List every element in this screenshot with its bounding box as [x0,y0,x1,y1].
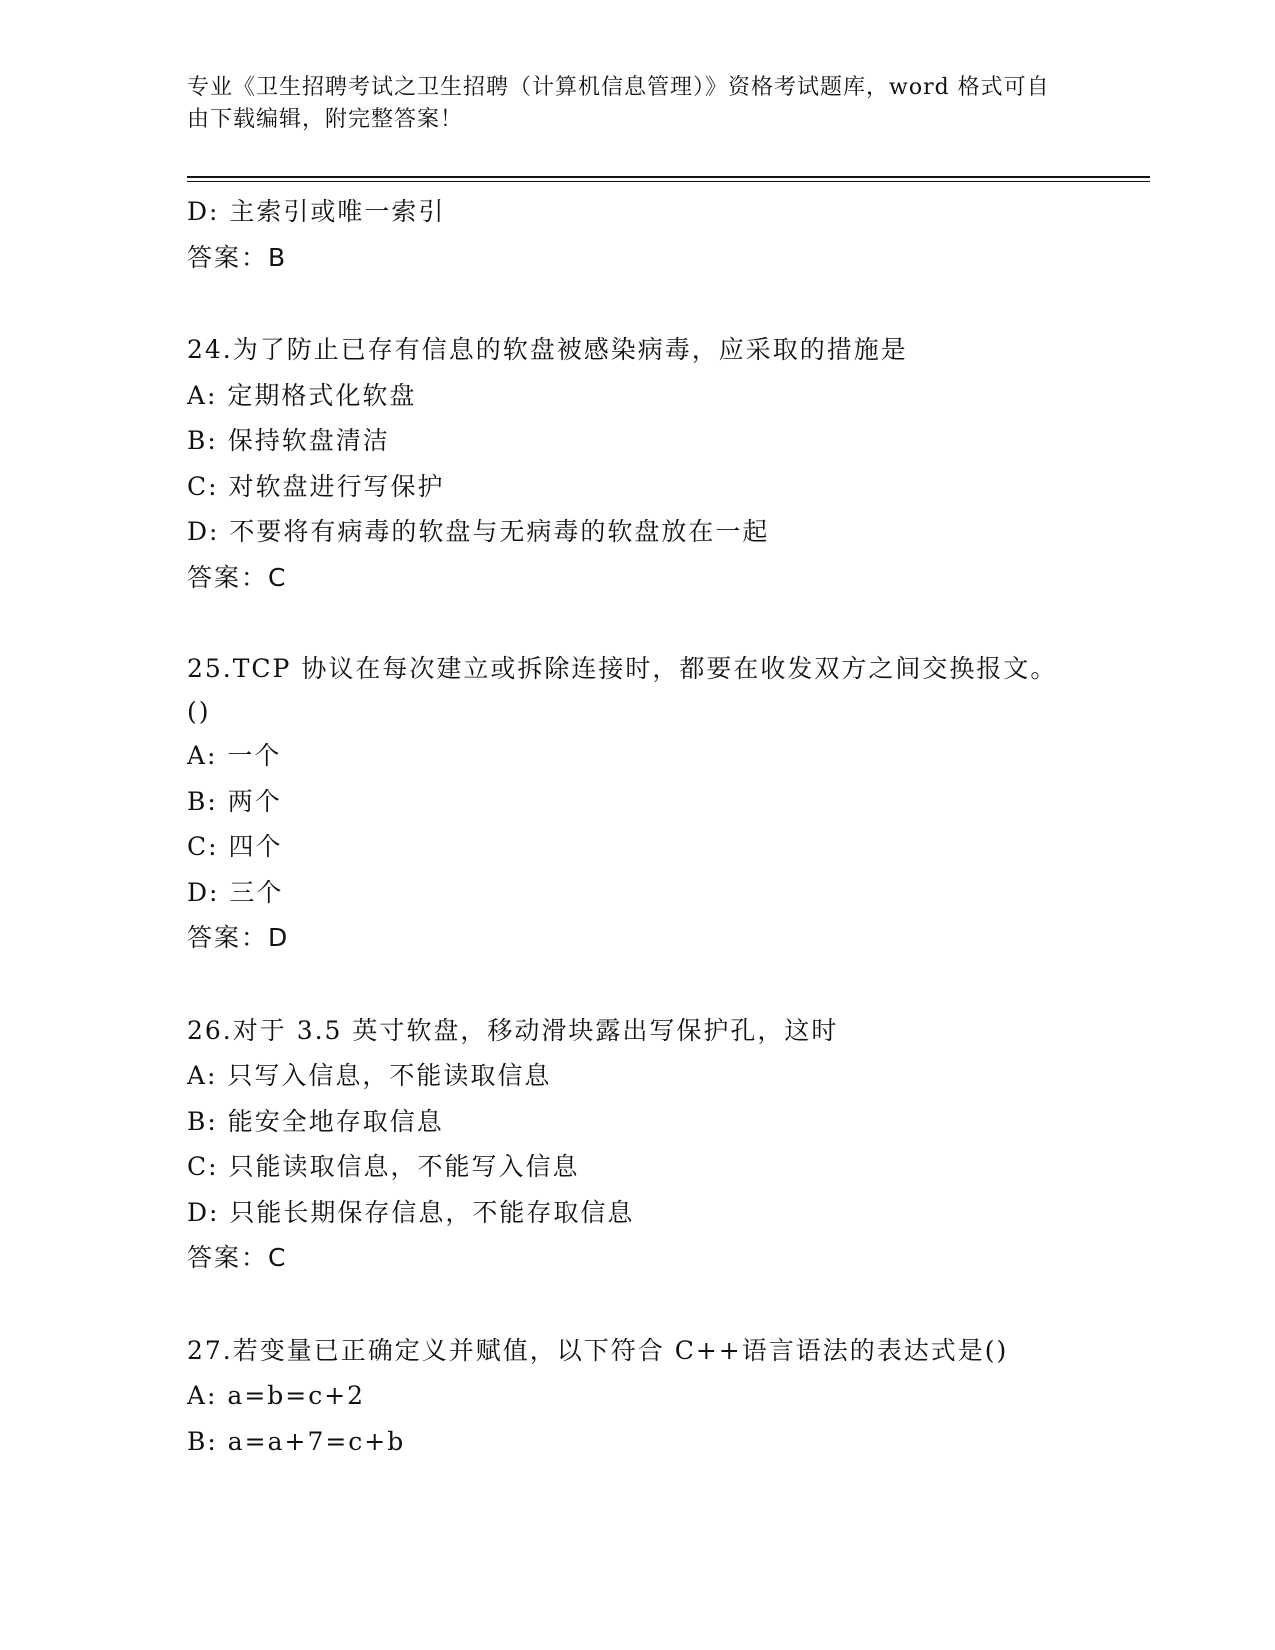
question-27 [187,1328,1067,1465]
answer: 答案：C [187,562,288,592]
question-26 [187,1008,1067,1281]
option-b: B: 保持软盘清洁 [187,426,390,455]
option-a: A: 一个 [187,741,282,770]
option-d: D: 三个 [187,877,284,907]
question-stem: 25.TCP 协议在每次建立或拆除连接时，都要在收发双方之间交换报文。() [187,654,1058,726]
option-b: B: 两个 [187,786,282,816]
option-b: B: 能安全地存取信息 [187,1106,444,1136]
document-header: 专业《卫生招聘考试之卫生招聘（计算机信息管理）》资格考试题库，word 格式可自由下载编辑，附完整答案！ [187,75,1050,132]
answer: 答案：C [187,1243,288,1272]
question-stem: 27.若变量已正确定义并赋值，以下符合 C++语言语法的表达式是() [187,1335,1009,1365]
option-d: D: 不要将有病毒的软盘与无病毒的软盘放在一起 [187,517,770,546]
answer: 答案：D [187,923,290,952]
option-a: A: a=b=c+2 [187,1381,366,1410]
question-24 [187,327,1067,600]
option-c: C: 四个 [187,832,283,861]
option-c: C: 只能读取信息，不能写入信息 [187,1152,580,1181]
option-d: D: 主索引或唯一索引 [187,197,446,226]
question-stem: 26.对于 3.5 英寸软盘，移动滑块露出写保护孔，这时 [187,1015,839,1045]
option-b: B: a=a+7=c+b [187,1426,406,1456]
question-stem: 24.为了防止已存有信息的软盘被感染病毒，应采取的措施是 [187,335,908,364]
option-a: A: 只写入信息，不能读取信息 [187,1061,552,1090]
question-25 [187,647,1067,961]
option-a: A: 定期格式化软盘 [187,380,417,410]
option-d: D: 只能长期保存信息，不能存取信息 [187,1197,635,1227]
question-list [187,189,1067,1464]
header-divider-thick [187,176,1150,178]
answer: 答案：B [187,242,288,272]
header-divider-thin [187,181,1150,182]
option-c: C: 对软盘进行写保护 [187,471,445,501]
